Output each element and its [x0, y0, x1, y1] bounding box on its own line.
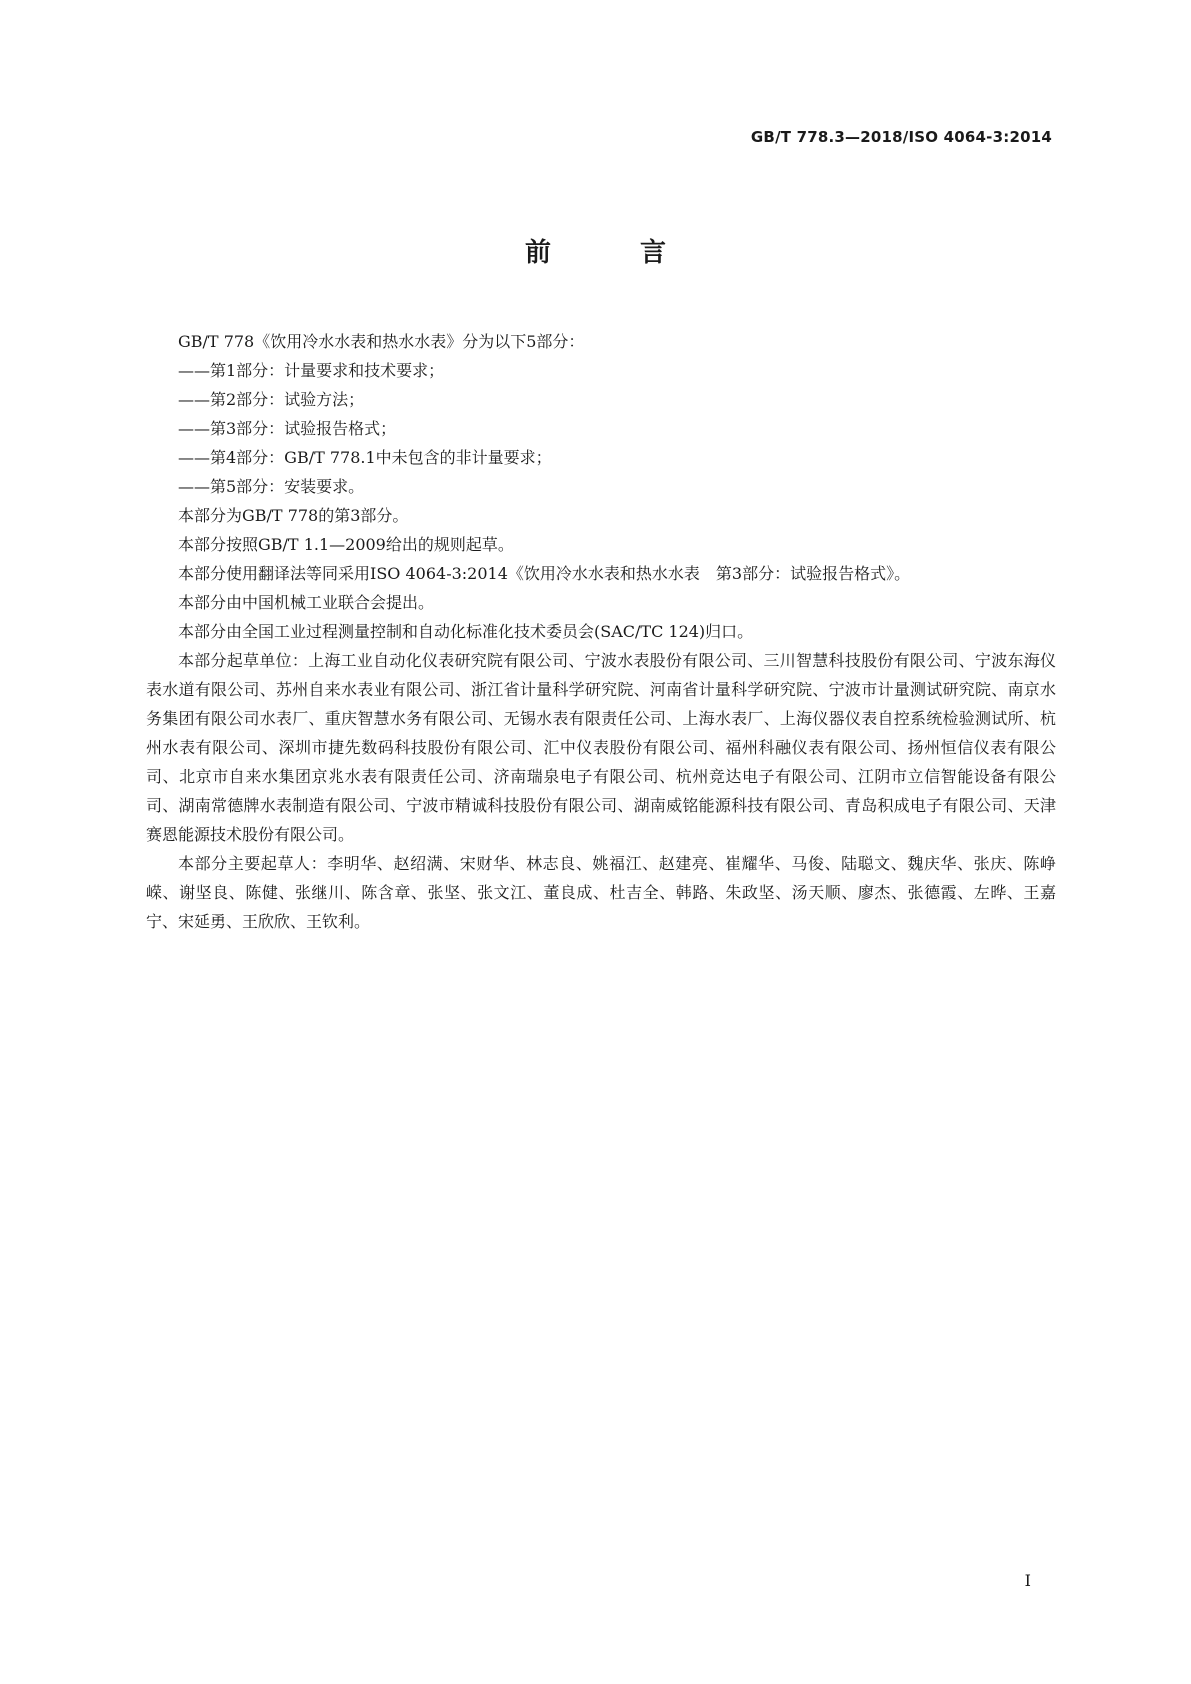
- paragraph-translation: 本部分使用翻译法等同采用ISO 4064-3:2014《饮用冷水水表和热水水表 第3部分：试验报告格式》。: [178, 564, 911, 583]
- list-item-part-1: ——第1部分：计量要求和技术要求；: [178, 361, 445, 380]
- standard-code: GB/T 778.3—2018/ISO 4064-3:2014: [750, 128, 1052, 146]
- paragraph-drafters: 本部分主要起草人：李明华、赵绍满、宋财华、林志良、姚福江、赵建亮、崔耀华、马俊、陆聪文、魏庆华、张庆、陈峥嵘、谢坚良、陈健、张继川、陈含章、张坚、张文江、董良成、杜吉全、韩路、朱政坚、汤天顺、廖杰、张德霞、左晔、王嘉宁、宋延勇、王欣欣、王钦利。: [146, 854, 1056, 931]
- paragraph-proposer: 本部分由中国机械工业联合会提出。: [178, 593, 435, 612]
- paragraph-part-scope: 本部分为GB/T 778的第3部分。: [178, 506, 409, 525]
- paragraph-drafting-rules: 本部分按照GB/T 1.1—2009给出的规则起草。: [178, 535, 514, 554]
- page-title: 前 言: [524, 238, 707, 268]
- paragraph-drafting-units: 本部分起草单位：上海工业自动化仪表研究院有限公司、宁波水表股份有限公司、三川智慧科技股份有限公司、宁波东海仪表水道有限公司、苏州自来水表业有限公司、浙江省计量科学研究院、河南省计量科学研究院、宁波市计量测试研究院、南京水务集团有限公司水表厂、重庆智慧水务有限公司、无锡水表有限责任公司、上海水表厂、上海仪器仪表自控系统检验测试所、杭州水表有限公司、深圳市捷先数码科技股份有限公司、汇中仪表股份有限公司、福州科融仪表有限公司、扬州恒信仪表有限公司、北京市自来水集团京兆水表有限责任公司、济南瑞泉电子有限公司、杭州竞达电子有限公司、江阴市立信智能设备有限公司、湖南常德牌水表制造有限公司、宁波市精诚科技股份有限公司、湖南威铭能源科技有限公司、青岛积成电子有限公司、天津赛恩能源技术股份有限公司。: [146, 651, 1056, 844]
- list-item-part-2: ——第2部分：试验方法；: [178, 390, 365, 409]
- list-item-part-5: ——第5部分：安装要求。: [178, 477, 365, 496]
- paragraph-intro: GB/T 778《饮用冷水水表和热水水表》分为以下5部分：: [178, 332, 585, 351]
- list-item-part-4: ——第4部分：GB/T 778.1中未包含的非计量要求；: [178, 448, 552, 467]
- foreword-body: [146, 327, 1056, 936]
- page-number: I: [1024, 1571, 1031, 1590]
- list-item-part-3: ——第3部分：试验报告格式；: [178, 419, 397, 438]
- paragraph-committee: 本部分由全国工业过程测量控制和自动化标准化技术委员会(SAC/TC 124)归口。: [178, 622, 754, 641]
